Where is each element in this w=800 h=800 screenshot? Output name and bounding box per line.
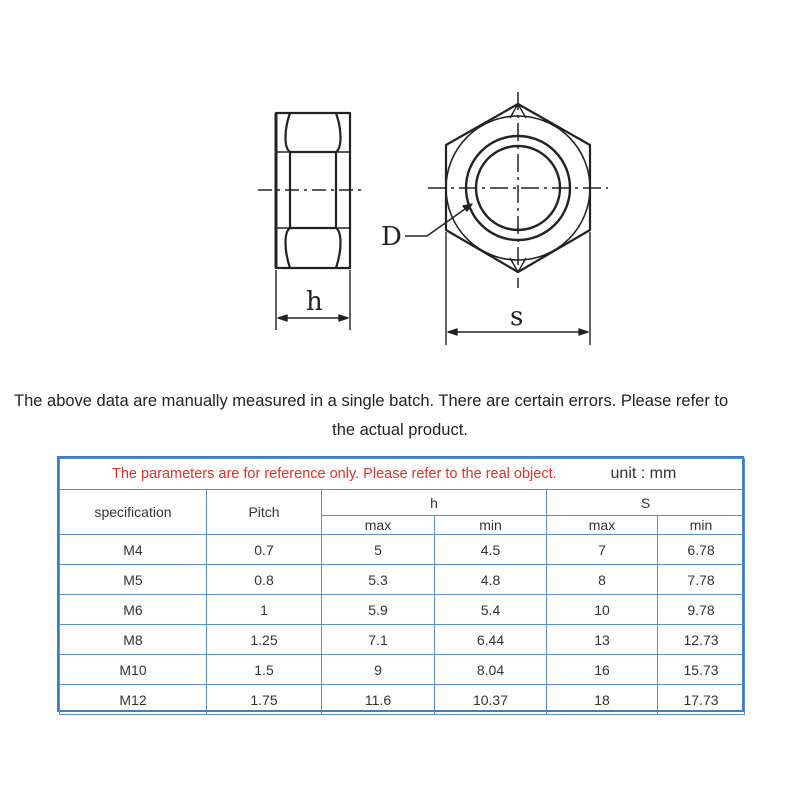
cell-h-max: 5 <box>322 535 435 565</box>
cell-h-min: 4.8 <box>435 565 547 595</box>
cell-s-max: 10 <box>547 595 658 625</box>
cell-spec: M6 <box>60 595 207 625</box>
cell-s-max: 16 <box>547 655 658 685</box>
nut-front-view <box>428 92 608 288</box>
cell-s-min: 7.78 <box>658 565 745 595</box>
cell-spec: M12 <box>60 685 207 715</box>
label-h: h <box>306 287 323 317</box>
cell-spec: M5 <box>60 565 207 595</box>
header-specification: specification <box>60 490 207 535</box>
label-d: D <box>381 222 402 252</box>
disclaimer-line-1: The above data are manually measured in a single batch. There are certain errors. Please refer to <box>14 392 729 410</box>
header-h: h <box>322 490 547 516</box>
header-s-min: min <box>658 516 745 535</box>
table-header-row <box>60 490 745 516</box>
cell-s-min: 12.73 <box>658 625 745 655</box>
cell-h-max: 9 <box>322 655 435 685</box>
cell-h-min: 4.5 <box>435 535 547 565</box>
header-s: S <box>547 490 745 516</box>
table-row <box>60 595 745 625</box>
cell-s-max: 13 <box>547 625 658 655</box>
cell-h-min: 6.44 <box>435 625 547 655</box>
cell-h-min: 8.04 <box>435 655 547 685</box>
table-row <box>60 655 745 685</box>
table-caption-row <box>60 459 745 490</box>
label-s: s <box>510 302 524 332</box>
cell-s-max: 8 <box>547 565 658 595</box>
cell-spec: M10 <box>60 655 207 685</box>
table-row <box>60 625 745 655</box>
header-h-max: max <box>322 516 435 535</box>
cell-s-max: 18 <box>547 685 658 715</box>
nut-technical-drawing <box>0 0 800 360</box>
cell-pitch: 1 <box>207 595 322 625</box>
table-row <box>60 535 745 565</box>
cell-s-min: 6.78 <box>658 535 745 565</box>
cell-s-min: 9.78 <box>658 595 745 625</box>
table-row <box>60 565 745 595</box>
cell-spec: M4 <box>60 535 207 565</box>
cell-pitch: 1.25 <box>207 625 322 655</box>
header-s-max: max <box>547 516 658 535</box>
header-pitch: Pitch <box>207 490 322 535</box>
reference-caption: The parameters are for reference only. Please refer to the real object. <box>112 466 557 482</box>
cell-s-max: 7 <box>547 535 658 565</box>
cell-h-min: 5.4 <box>435 595 547 625</box>
unit-label: unit : mm <box>610 465 677 482</box>
table-row <box>60 685 745 715</box>
dimension-d-leader <box>405 204 472 236</box>
cell-h-max: 11.6 <box>322 685 435 715</box>
nut-side-view <box>258 113 366 268</box>
cell-spec: M8 <box>60 625 207 655</box>
cell-s-min: 15.73 <box>658 655 745 685</box>
cell-h-min: 10.37 <box>435 685 547 715</box>
cell-h-max: 7.1 <box>322 625 435 655</box>
specification-table <box>57 456 744 712</box>
cell-s-min: 17.73 <box>658 685 745 715</box>
cell-pitch: 1.75 <box>207 685 322 715</box>
disclaimer-line-2: the actual product. <box>332 421 468 439</box>
header-h-min: min <box>435 516 547 535</box>
cell-pitch: 1.5 <box>207 655 322 685</box>
cell-h-max: 5.3 <box>322 565 435 595</box>
cell-h-max: 5.9 <box>322 595 435 625</box>
cell-pitch: 0.7 <box>207 535 322 565</box>
cell-pitch: 0.8 <box>207 565 322 595</box>
